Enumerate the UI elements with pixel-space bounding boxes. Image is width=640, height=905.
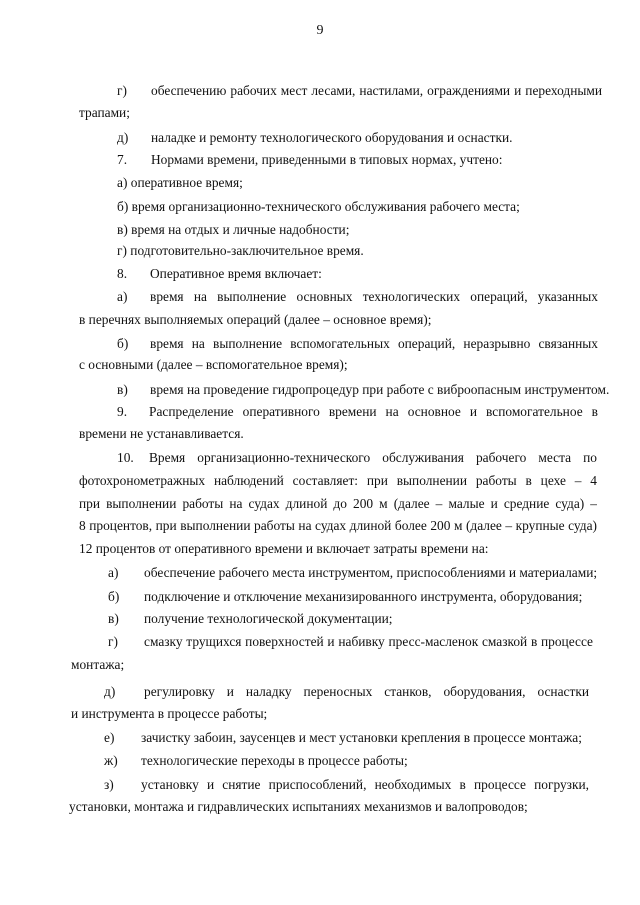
paragraph-line: подключение и отключение механизированного инструмента, оборудования;	[144, 589, 583, 604]
item-label: 10.	[117, 450, 134, 465]
item-label: 8.	[117, 266, 128, 281]
paragraph-line: наладке и ремонту технологического оборудования и оснастки.	[151, 130, 513, 145]
paragraph-line: Распределение оперативного времени на основное и вспомогательное в	[149, 404, 598, 419]
item-label: г)	[117, 83, 127, 98]
item-label: 7.	[117, 152, 128, 167]
list-item: в) время на отдых и личные надобности;	[117, 222, 350, 237]
paragraph-line: обеспечению рабочих мест лесами, настилами, ограждениями и переходными	[151, 83, 602, 98]
item-label: д)	[104, 684, 116, 699]
paragraph-line: Оперативное время включает:	[150, 266, 322, 281]
paragraph-line: в перечнях выполняемых операций (далее – основное время);	[79, 312, 432, 327]
paragraph-line: и инструмента в процессе работы;	[71, 706, 268, 721]
item-label: в)	[117, 382, 128, 397]
item-label: з)	[104, 777, 114, 792]
paragraph-line: монтажа;	[71, 657, 125, 672]
item-label: в)	[108, 611, 119, 626]
paragraph-line: зачистку забоин, заусенцев и мест установки крепления в процессе монтажа;	[141, 730, 582, 745]
item-label: 9.	[117, 404, 128, 419]
item-label: а)	[108, 565, 119, 580]
paragraph-line: установки, монтажа и гидравлических испытаниях механизмов и валопроводов;	[69, 799, 528, 814]
paragraph-line: обеспечение рабочего места инструментом, приспособлениями и материалами;	[144, 565, 598, 580]
item-label: г)	[108, 634, 118, 649]
list-item: а) оперативное время;	[117, 175, 243, 190]
paragraph-line: 12 процентов от оперативного времени и включает затраты времени на:	[79, 541, 489, 556]
item-label: а)	[117, 289, 128, 304]
item-label: е)	[104, 730, 115, 745]
item-label: б)	[117, 336, 129, 351]
item-label: д)	[117, 130, 129, 145]
paragraph-line: трапами;	[79, 105, 130, 120]
item-label: ж)	[104, 753, 118, 768]
paragraph-line: время на выполнение вспомогательных операций, неразрывно связанных	[150, 336, 598, 351]
paragraph-line: регулировку и наладку переносных станков, оборудования, оснастки	[144, 684, 589, 699]
paragraph-line: время на выполнение основных технологических операций, указанных	[150, 289, 598, 304]
paragraph-line: при выполнении работы на судах длиной до 200 м (далее – малые и средние суда) –	[79, 496, 597, 511]
paragraph-line: фотохронометражных наблюдений составляет: при выполнении работы в цехе – 4	[79, 473, 597, 488]
list-item: б) время организационно-технического обслуживания рабочего места;	[117, 199, 520, 214]
list-item: г) подготовительно-заключительное время.	[117, 243, 364, 258]
paragraph-line: Время организационно-технического обслуживания рабочего места по	[149, 450, 597, 465]
paragraph-line: установку и снятие приспособлений, необходимых в процессе погрузки,	[141, 777, 589, 792]
paragraph-line: смазку трущихся поверхностей и набивку пресс-масленок смазкой в процессе	[144, 634, 593, 649]
paragraph-line: с основными (далее – вспомогательное время);	[79, 357, 348, 372]
paragraph-line: времени не устанавливается.	[79, 426, 244, 441]
page-number: 9	[316, 23, 324, 38]
paragraph-line: получение технологической документации;	[144, 611, 393, 626]
paragraph-line: 8 процентов, при выполнении работы на судах длиной более 200 м (далее – крупные суда)	[79, 518, 597, 533]
paragraph-line: время на проведение гидропроцедур при работе с виброопасным инструментом.	[150, 382, 610, 397]
paragraph-line: технологические переходы в процессе работы;	[141, 753, 408, 768]
paragraph-line: Нормами времени, приведенными в типовых нормах, учтено:	[151, 152, 503, 167]
item-label: б)	[108, 589, 120, 604]
